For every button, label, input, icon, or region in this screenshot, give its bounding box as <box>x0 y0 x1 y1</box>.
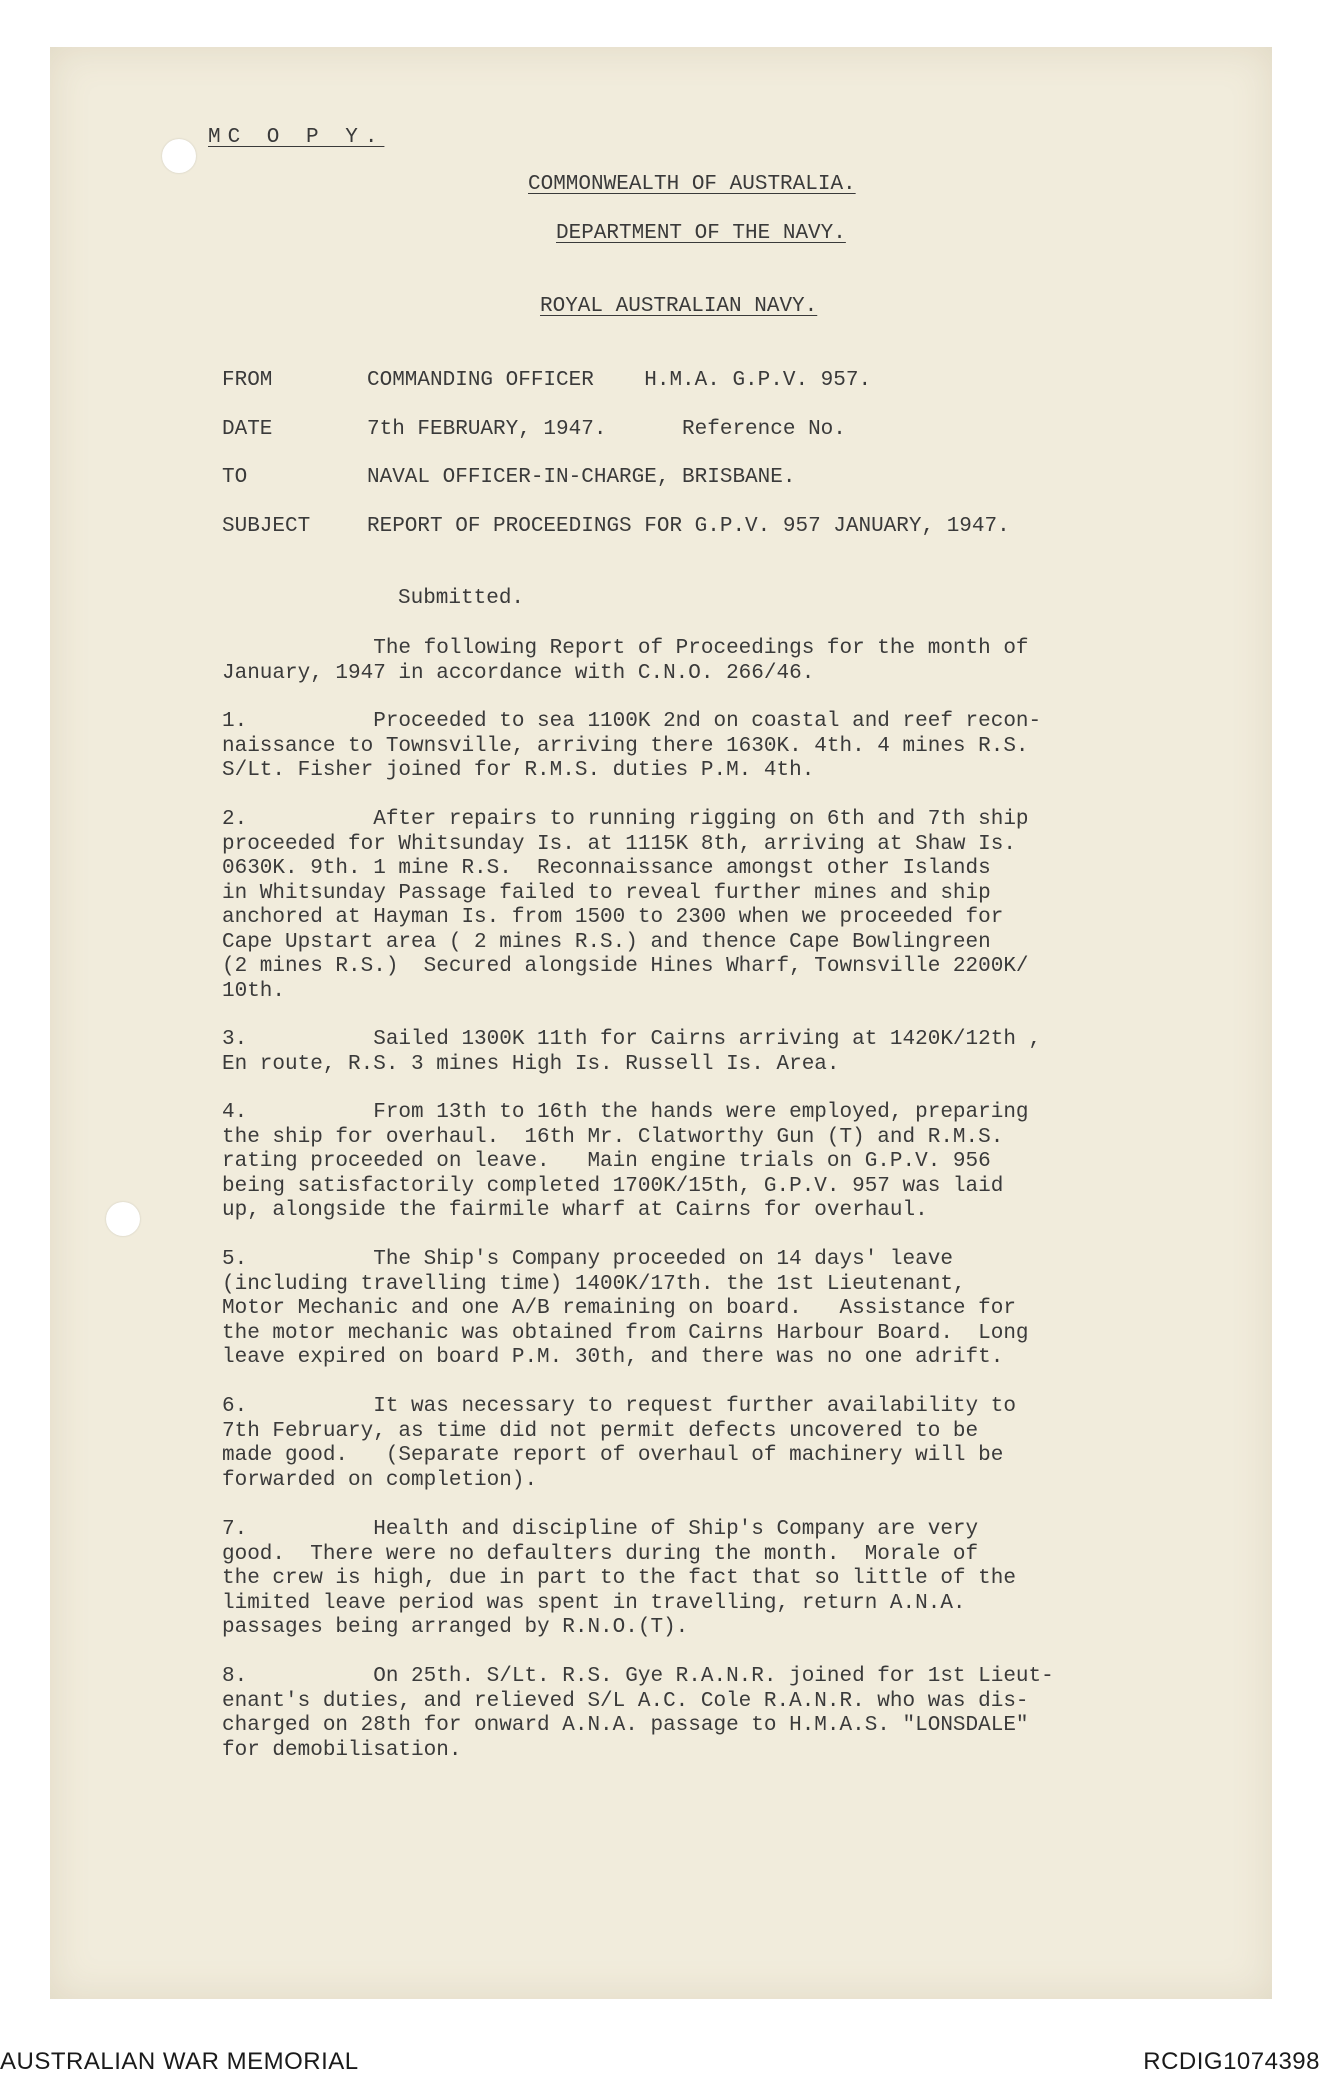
field-value: REPORT OF PROCEEDINGS FOR G.P.V. 957 JANUARY, 1947. <box>367 515 1010 538</box>
footer-archive-name: AUSTRALIAN WAR MEMORIAL <box>0 2048 359 2075</box>
punch-hole-top <box>162 139 196 173</box>
heading-commonwealth: COMMONWEALTH OF AUSTRALIA. <box>528 173 856 196</box>
field-value: 7th FEBRUARY, 1947. Reference No. <box>367 418 846 441</box>
field-value: COMMANDING OFFICER H.M.A. G.P.V. 957. <box>367 369 872 392</box>
paragraph-7: 7. Health and discipline of Ship's Company are very good. There were no defaulters during the month. Morale of the crew is high, due in part to the fact that so little of the limited leave period was spent in travelling, return A.N.A. passages being arranged by R.N.O.(T). <box>222 1518 1016 1639</box>
paragraph-2: 2. After repairs to running rigging on 6th and 7th ship proceeded for Whitsunday Is. at 1115K 8th, arriving at Shaw Is. 0630K. 9th. 1 mine R.S. Reconnaissance amongst other Islands in Whitsunday Passage failed to reveal further mines and ship anchored at Hayman Is. from 1500 to 2300 when we proceeded for Cape Upstart area ( 2 mines R.S.) and thence Cape Bowlingreen (2 mines R.S.) Secured alongside Hines Wharf, Townsville 2200K/ 10th. <box>222 808 1029 1003</box>
footer-record-id: RCDIG1074398 <box>1143 2048 1320 2075</box>
paragraph-3: 3. Sailed 1300K 11th for Cairns arriving at 1420K/12th , En route, R.S. 3 mines High Is. Russell Is. Area. <box>222 1028 1042 1076</box>
heading-navy: ROYAL AUSTRALIAN NAVY. <box>540 295 818 318</box>
heading-department: DEPARTMENT OF THE NAVY. <box>556 222 846 245</box>
paragraph-5: 5. The Ship's Company proceeded on 14 days' leave (including travelling time) 1400K/17th. the 1st Lieutenant, Motor Mechanic and one A/B remaining on board. Assistance for the motor mechanic was obtained from Cairns Harbour Board. Long leave expired on board P.M. 30th, and there was no one adrift. <box>222 1248 1029 1369</box>
submitted-line: Submitted. <box>398 587 525 610</box>
field-value: NAVAL OFFICER-IN-CHARGE, BRISBANE. <box>367 466 796 489</box>
field-label: SUBJECT <box>222 515 311 538</box>
field-label: DATE <box>222 418 273 441</box>
paragraph-8: 8. On 25th. S/Lt. R.S. Gye R.A.N.R. joined for 1st Lieut- enant's duties, and relieved S/L A.C. Cole R.A.N.R. who was dis- charged on 28th for onward A.N.A. passage to H.M.A.S. "LONSDALE" for demobilisation. <box>222 1665 1054 1762</box>
paragraph-6: 6. It was necessary to request further availability to 7th February, as time did not permit defects uncovered to be made good. (Separate report of overhaul of machinery will be forwarded on completion). <box>222 1395 1016 1492</box>
paragraph-4: 4. From 13th to 16th the hands were employed, preparing the ship for overhaul. 16th Mr. Clatworthy Gun (T) and R.M.S. rating proceeded on leave. Main engine trials on G.P.V. 956 being satisfactorily completed 1700K/15th, G.P.V. 957 was laid up, alongside the fairmile wharf at Cairns for overhaul. <box>222 1101 1029 1222</box>
paragraph-1: 1. Proceeded to sea 1100K 2nd on coastal and reef recon- naissance to Townsville, arriving there 1630K. 4th. 4 mines R.S. S/Lt. Fisher joined for R.M.S. duties P.M. 4th. <box>222 710 1042 782</box>
punch-hole-bottom <box>106 1202 140 1236</box>
intro-paragraph: The following Report of Proceedings for the month of January, 1947 in accordance with C.N.O. 266/46. <box>222 637 1029 685</box>
field-label: FROM <box>222 369 273 392</box>
copy-mark: MC O P Y. <box>208 126 385 149</box>
field-label: TO <box>222 466 248 489</box>
